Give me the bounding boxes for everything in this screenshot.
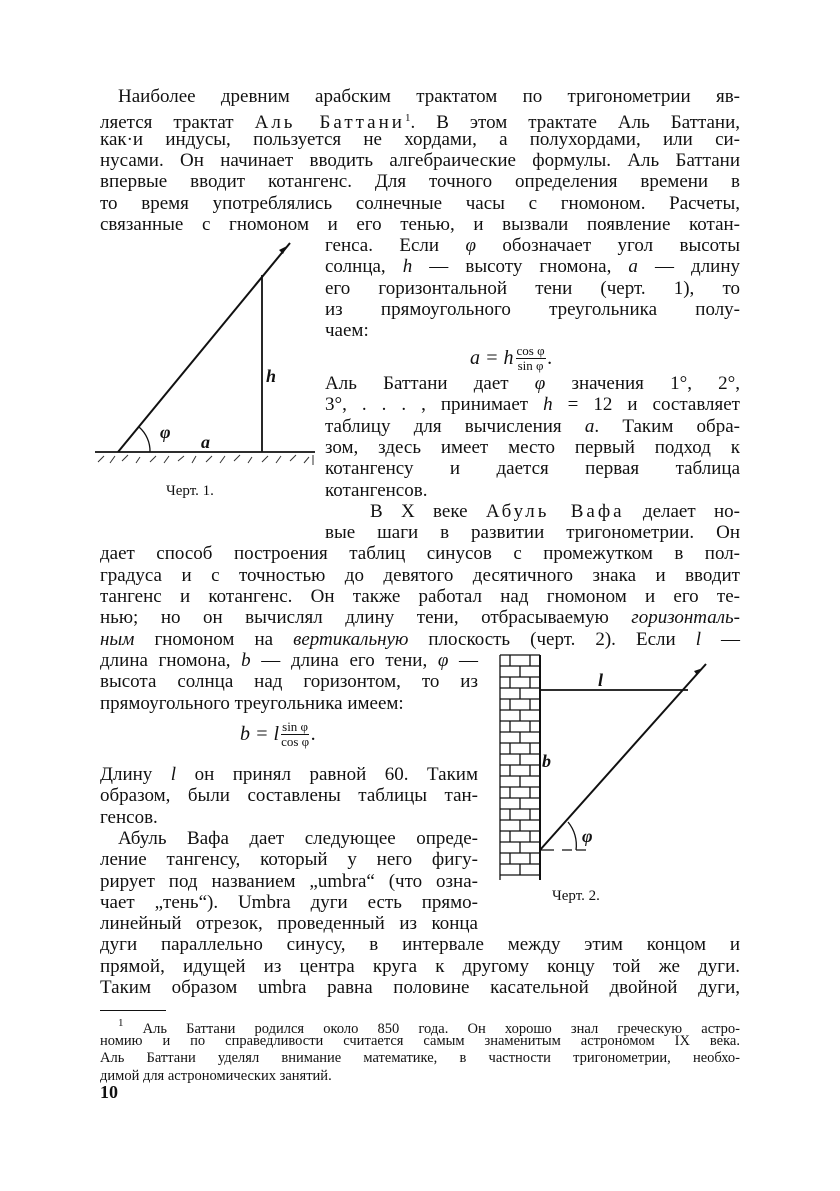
text-segment: Аль Баттани родился около 850 года. Он хорошо знал греческую астро- [123, 1021, 740, 1037]
text-segment: генса. Если [325, 235, 466, 257]
footnote-line [118, 1014, 740, 1037]
text-segment: — высоту гномона, [412, 256, 629, 278]
text-segment: впервые вводит котангенс. Для точного определения времени в [100, 171, 740, 193]
numerator: sin φ [282, 719, 309, 734]
text-segment: котангенсу и дается первая таблица [325, 458, 740, 480]
text-segment: l [170, 764, 177, 785]
text-segment: делает но- [624, 500, 740, 522]
text-segment: Аль Баттани [254, 112, 405, 134]
text-segment: Аль Баттани уделял внимание математике, в частности тригонометрии, необхо- [100, 1050, 740, 1066]
text-segment: Абуль Вафа [485, 500, 625, 522]
text-segment: прямой, идущей из центра круга к другому концу той же дуги. [100, 955, 740, 977]
label-l: l [598, 670, 604, 690]
label-phi: φ [160, 422, 171, 442]
text-segment: 3°, . . . , принимает [325, 394, 544, 416]
label-h: h [266, 366, 277, 386]
footnote-line [100, 1067, 740, 1085]
ground-hatching [98, 455, 313, 465]
text-segment: то время употреблялись солнечные часы с гномоном. Расчеты, [100, 192, 740, 214]
phi-symbol: φ [437, 649, 449, 671]
text-segment: Наиболее древним арабским трактатом по тригонометрии яв- [118, 86, 740, 107]
text-segment: В X веке [370, 500, 486, 522]
text-segment: таблицу для вычисления [325, 415, 585, 437]
text-segment: ление тангенсу, который у него фигу- [100, 849, 478, 871]
text-segment: линейный отрезок, проведенный из конца [100, 913, 478, 935]
text-segment: — длина его тени, [250, 649, 438, 671]
text-segment: котангенсов. [325, 479, 428, 501]
phi-symbol: φ [465, 235, 477, 257]
formula-lhs: a = h [470, 347, 514, 369]
phi-symbol: φ [534, 373, 546, 394]
denominator: cos φ [281, 734, 310, 749]
footnote-number: 1 [118, 1017, 124, 1029]
text-segment: — [700, 628, 741, 650]
text-segment: градуса и с точностью до девятого десятичного знака и вводит [100, 564, 740, 586]
text-segment: нью; но он вычислял длину тени, отбрасываемую [100, 607, 632, 629]
angle-arc [568, 822, 576, 850]
text-segment: генсов. [100, 806, 158, 828]
angle-arc [139, 427, 150, 452]
text-segment: дает способ построения таблиц синусов с промежутком в пол- [100, 543, 740, 565]
text-segment: солнца, [325, 256, 403, 278]
text-segment: горизонталь- [631, 607, 740, 629]
text-segment: гномоном на [134, 628, 294, 650]
text-segment: димой для астрономических занятий. [100, 1067, 332, 1084]
text-segment: обозначает угол высоты [476, 235, 741, 257]
text-segment: Длину [100, 764, 171, 785]
text-segment: дуги параллельно синусу, в интервале между этим концом и [100, 934, 740, 956]
label-phi: φ [582, 826, 593, 846]
formula-end: . [547, 347, 553, 369]
footnote-marker: 1 [404, 112, 411, 125]
text-segment: он принял равной 60. Таким [176, 764, 479, 785]
text-segment: связанные с гномоном и его тенью, и вызвали появление котан- [100, 213, 740, 235]
label-b: b [542, 751, 551, 771]
text-segment: из прямоугольного треугольника полу- [325, 299, 740, 320]
text-segment: вые шаги в развитии тригонометрии. Он [325, 522, 740, 544]
text-segment: Абуль Вафа дает следующее опреде- [118, 827, 478, 849]
text-segment: тангенс и котангенс. Он также работал над гномоном и его те- [100, 586, 740, 607]
text-segment: ляется трактат [100, 112, 255, 134]
text-segment: a [628, 256, 638, 278]
text-segment: образом, были составлены таблицы тан- [100, 785, 478, 807]
figure-2-caption: Черт. 2. [552, 888, 600, 904]
formula-end: . [311, 723, 317, 745]
text-segment: . Таким обра- [594, 415, 740, 437]
wall-bricks [500, 655, 540, 880]
text-segment: l [695, 628, 701, 650]
text-segment: нусами. Он начинает вводить алгебраические формулы. Аль Баттани [100, 149, 740, 171]
text-segment: длина гномона, [100, 649, 242, 671]
page-number: 10 [100, 1082, 118, 1102]
footnote-line [100, 1049, 740, 1067]
text-segment: зом, здесь имеет место первый подход к [325, 436, 740, 458]
figure-2-drawing [500, 655, 706, 880]
numerator: cos φ [516, 343, 545, 358]
label-a: a [201, 432, 210, 452]
text-segment: h [543, 394, 553, 416]
footnote-line [100, 1032, 740, 1050]
text-segment: b [241, 649, 251, 671]
sun-ray-line [540, 664, 706, 850]
figure-1-caption: Черт. 1. [166, 483, 214, 499]
text-segment: — [448, 649, 478, 671]
arrow-icon [279, 246, 287, 254]
text-segment: номию и по справедливости считается самым знаменитым астрономом IX века. [100, 1032, 740, 1049]
text-segment: прямоугольного треугольника имеем: [100, 692, 404, 714]
text-segment: = 12 и составляет [552, 394, 740, 416]
text-segment: его горизонтальной тени (черт. 1), то [325, 277, 740, 299]
sun-ray-line [118, 243, 290, 452]
text-segment: ным [100, 628, 135, 650]
denominator: sin φ [517, 358, 544, 373]
arrow-icon [694, 668, 703, 675]
text-segment: — длину [637, 256, 741, 278]
text-segment: . В этом трактате Аль Баттани, [410, 112, 741, 134]
text-segment: h [402, 256, 413, 278]
text-segment: Аль Баттани дает [325, 373, 535, 394]
text-segment: вертикальную [293, 628, 409, 650]
figure-1-drawing [95, 243, 315, 465]
text-segment: рирует под названием „umbra“ (что озна- [100, 870, 478, 892]
text-segment: как·и индусы, пользуется не хордами, а полухордами, или си- [100, 128, 740, 150]
text-segment: чает „тень“). Umbra дуги есть прямо- [100, 891, 478, 913]
text-segment: Таким образом umbra равна половине касательной двойной дуги, [100, 977, 740, 998]
text-segment: чаем: [325, 320, 369, 342]
footnote-divider [100, 1010, 166, 1011]
text-segment: плоскость (черт. 2). Если [408, 628, 696, 650]
text-segment: значения 1°, 2°, [545, 373, 740, 394]
text-segment: a [584, 415, 595, 437]
formula-lhs: b = l [240, 723, 280, 745]
text-segment: высота солнца над горизонтом, то из [100, 671, 478, 693]
